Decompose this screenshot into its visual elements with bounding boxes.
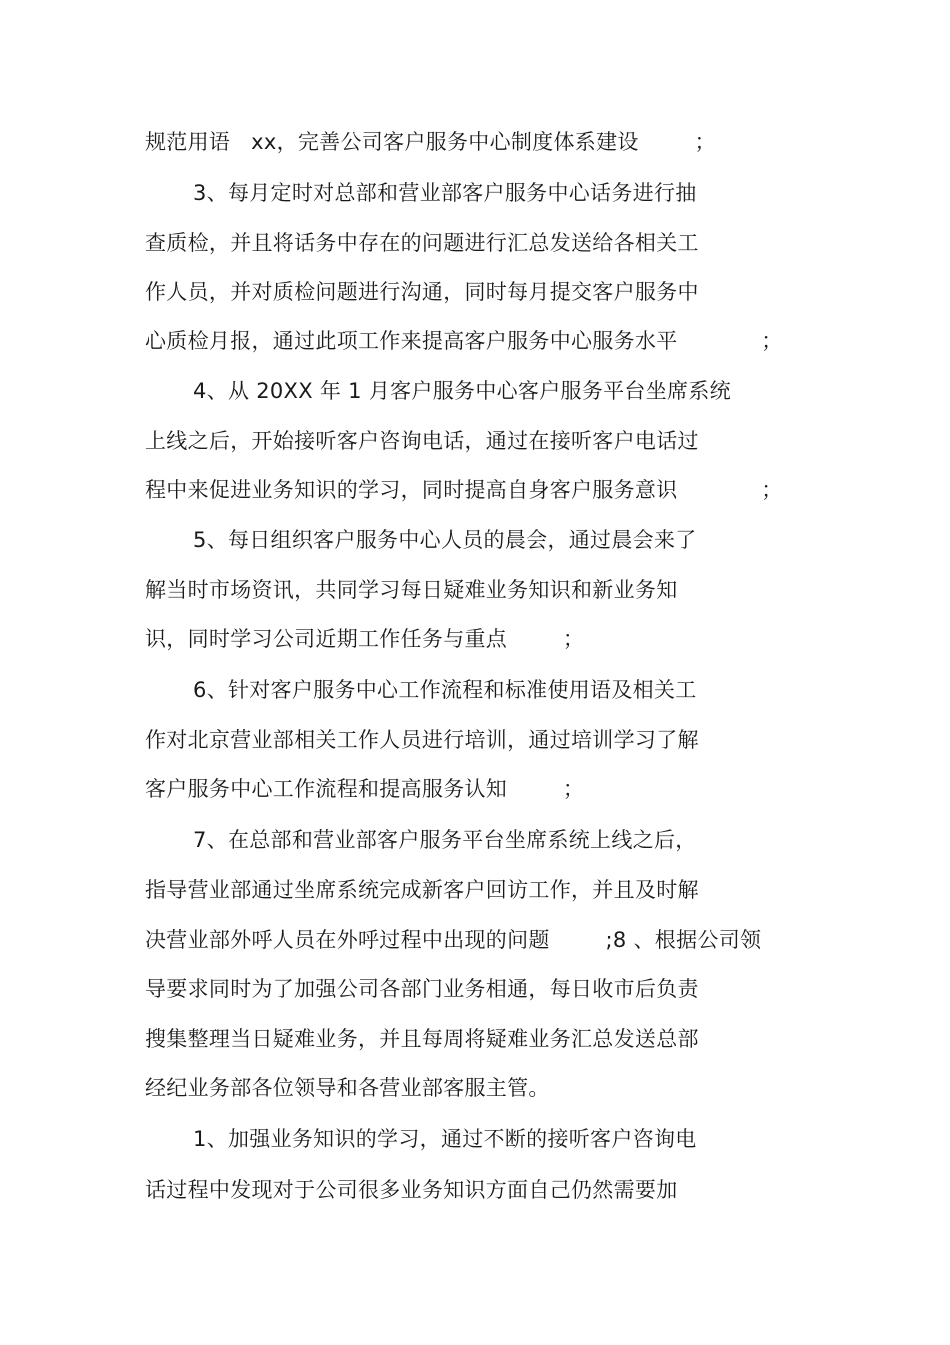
text-line: 上线之后，开始接听客户咨询电话，通过在接听客户电话过 [145, 429, 699, 453]
text-line: 客户服务中心工作流程和提高服务认知 ； [145, 777, 585, 801]
text-line: 解当时市场资讯，共同学习每日疑难业务知识和新业务知 [145, 578, 678, 602]
text-line: 指导营业部通过坐席系统完成新客户回访工作，并且及时解 [145, 878, 699, 902]
text-line: 7、在总部和营业部客户服务平台坐席系统上线之后， [193, 828, 697, 852]
text-line: 5、每日组织客户服务中心人员的晨会，通过晨会来了 [193, 528, 697, 552]
text-line: 经纪业务部各位领导和各营业部客服主管。 [145, 1076, 550, 1100]
text-line: 3、每月定时对总部和营业部客户服务中心话务进行抽 [193, 181, 697, 205]
text-line: 4、从 20XX 年 1 月客户服务中心客户服务平台坐席系统 [193, 379, 731, 403]
text-line: 决营业部外呼人员在外呼过程中出现的问题 ;8 、根据公司领 [145, 928, 762, 952]
text-line: 作对北京营业部相关工作人员进行培训，通过培训学习了解 [145, 728, 699, 752]
text-line: 识，同时学习公司近期工作任务与重点 ； [145, 627, 585, 651]
text-line: 作人员，并对质检问题进行沟通，同时每月提交客户服务中 [145, 280, 699, 304]
text-line: 6、针对客户服务中心工作流程和标准使用语及相关工 [193, 678, 697, 702]
text-line: 1、加强业务知识的学习，通过不断的接听客户咨询电 [193, 1127, 697, 1151]
text-line: 查质检，并且将话务中存在的问题进行汇总发送给各相关工 [145, 231, 699, 255]
text-line: 话过程中发现对于公司很多业务知识方面自己仍然需要加 [145, 1178, 678, 1202]
text-line: 导要求同时为了加强公司各部门业务相通，每日收市后负责 [145, 977, 699, 1001]
text-line: 程中来促进业务知识的学习，同时提高自身客户服务意识 ； [145, 478, 783, 502]
text-line: 规范用语 xx，完善公司客户服务中心制度体系建设 ； [145, 130, 716, 154]
text-line: 心质检月报，通过此项工作来提高客户服务中心服务水平 ； [145, 329, 783, 353]
text-line: 搜集整理当日疑难业务，并且每周将疑难业务汇总发送总部 [145, 1027, 699, 1051]
